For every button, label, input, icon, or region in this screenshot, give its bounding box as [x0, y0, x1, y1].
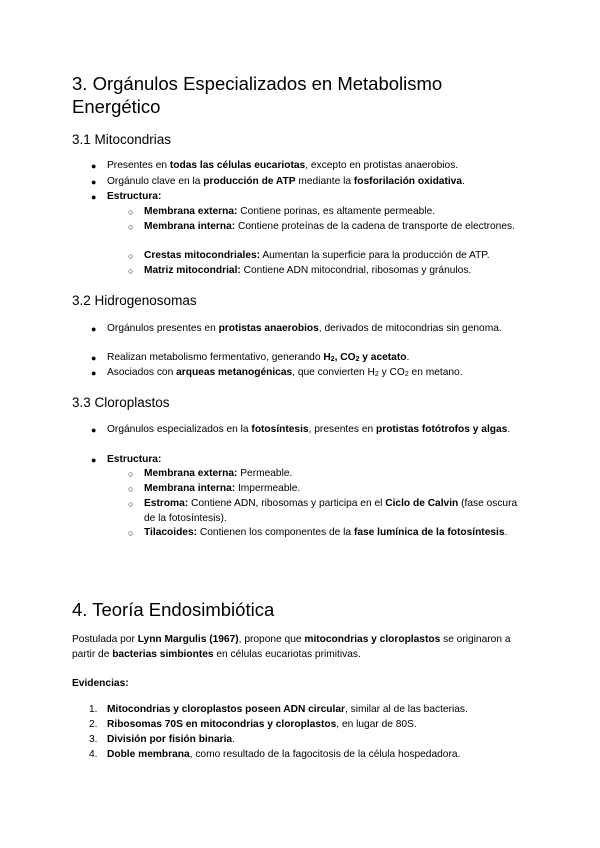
list-item: Presentes en todas las células eucariotas, excepto en protistas anaerobios.: [107, 160, 459, 171]
bullet-icon: ●: [91, 161, 97, 171]
sub-list-item: Membrana externa: Contiene porinas, es altamente permeable.: [144, 206, 436, 217]
section-3-title: 3. Orgánulos Especializados en Metabolismo Energético: [72, 73, 443, 117]
bullet-icon: ●: [91, 177, 97, 187]
bullet-icon: ●: [91, 353, 97, 363]
list-item: Orgánulo clave en la producción de ATP mediante la fosforilación oxidativa.: [107, 176, 465, 187]
circle-bullet-icon: ○: [128, 499, 134, 509]
list-item: Asociados con arqueas metanogénicas, que convierten $H_2$ y $CO_2$ en metano.: [107, 367, 463, 378]
list-item: Orgánulos presentes en protistas anaerobios, derivados de mitocondrias sin genoma.: [107, 323, 502, 334]
numbered-item: Mitocondrias y cloroplastos poseen ADN circular, similar al de las bacterias.: [107, 704, 468, 715]
section-4-title: 4. Teoría Endosimbiótica: [72, 599, 275, 620]
bullet-icon: ●: [91, 192, 97, 202]
list-number: 2.: [89, 719, 98, 730]
sub-list-item: Estroma: Contiene ADN, ribosomas y participa en el Ciclo de Calvin (fase oscura de la fotosíntesis).: [144, 498, 518, 524]
circle-bullet-icon: ○: [128, 222, 134, 232]
circle-bullet-icon: ○: [128, 484, 134, 494]
evidencias-label: Evidencias:: [72, 678, 129, 689]
bullet-icon: ●: [91, 425, 97, 435]
heading-mitocondrias: 3.1 Mitocondrias: [72, 132, 172, 147]
list-item: Estructura:: [107, 191, 162, 202]
list-number: 1.: [89, 704, 98, 715]
circle-bullet-icon: ○: [128, 528, 134, 538]
bullet-icon: ●: [91, 455, 97, 465]
numbered-item: Ribosomas 70S en mitocondrias y cloroplastos, en lugar de 80S.: [107, 719, 417, 730]
circle-bullet-icon: ○: [128, 469, 134, 479]
numbered-item: División por fisión binaria.: [107, 734, 235, 745]
circle-bullet-icon: ○: [128, 207, 134, 217]
list-item: Estructura:: [107, 454, 162, 465]
heading-cloroplastos: 3.3 Cloroplastos: [72, 395, 170, 410]
intro-paragraph: Postulada por Lynn Margulis (1967), propone que mitocondrias y cloroplastos se originaron a partir de bacterias simbiontes en células eucariotas primitivas.: [72, 634, 511, 660]
list-number: 3.: [89, 734, 98, 745]
circle-bullet-icon: ○: [128, 266, 134, 276]
list-item: Realizan metabolismo fermentativo, generando $H_2$, $CO_2$ y acetato.: [107, 352, 410, 363]
bullet-icon: ●: [91, 324, 97, 334]
list-item: Orgánulos especializados en la fotosíntesis, presentes en protistas fotótrofos y algas.: [107, 424, 511, 435]
list-number: 4.: [89, 749, 98, 760]
circle-bullet-icon: ○: [128, 251, 134, 261]
sub-list-item: Tilacoides: Contienen los componentes de la fase lumínica de la fotosíntesis.: [144, 527, 508, 538]
sub-list-item: Membrana externa: Permeable.: [144, 468, 293, 479]
sub-list-item: Membrana interna: Impermeable.: [144, 483, 301, 494]
bullet-icon: ●: [91, 368, 97, 378]
heading-hidrogenosomas: 3.2 Hidrogenosomas: [72, 293, 197, 308]
sub-list-item: Crestas mitocondriales: Aumentan la superficie para la producción de ATP.: [144, 250, 490, 261]
sub-list-item: Membrana interna: Contiene proteínas de la cadena de transporte de electrones.: [144, 221, 515, 232]
sub-list-item: Matriz mitocondrial: Contiene ADN mitocondrial, ribosomas y gránulos.: [144, 265, 472, 276]
numbered-item: Doble membrana, como resultado de la fagocitosis de la célula hospedadora.: [107, 749, 461, 760]
